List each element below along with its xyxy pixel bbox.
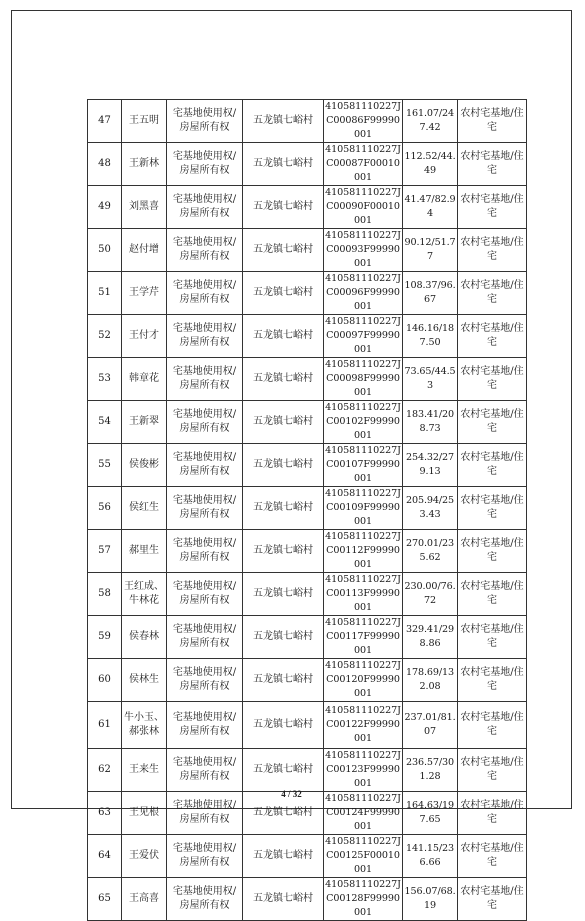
row-number-cell: 52: [88, 315, 122, 358]
location-cell: 五龙镇七峪村: [243, 573, 324, 616]
row-number-cell: 59: [88, 616, 122, 659]
row-number-cell: 53: [88, 358, 122, 401]
table-row: [88, 659, 527, 702]
area-cell: 254.32/279.13: [403, 444, 458, 487]
row-number-cell: 57: [88, 530, 122, 573]
right-type-cell: 宅基地使用权/房屋所有权: [167, 358, 243, 401]
certificate-code-cell: 410581110227JC00097F99990001: [324, 315, 403, 358]
table-row: [88, 749, 527, 792]
land-use-cell: 农村宅基地/住宅: [458, 315, 527, 358]
land-use-cell: 农村宅基地/住宅: [458, 100, 527, 143]
area-cell: 183.41/208.73: [403, 401, 458, 444]
row-number-cell: 61: [88, 702, 122, 749]
row-number-cell: 55: [88, 444, 122, 487]
row-number-cell: 62: [88, 749, 122, 792]
owner-name-cell: 王五明: [122, 100, 167, 143]
location-cell: 五龙镇七峪村: [243, 878, 324, 921]
owner-name-cell: 王新林: [122, 143, 167, 186]
right-type-cell: 宅基地使用权/房屋所有权: [167, 878, 243, 921]
table-row: [88, 401, 527, 444]
land-use-cell: 农村宅基地/住宅: [458, 358, 527, 401]
right-type-cell: 宅基地使用权/房屋所有权: [167, 792, 243, 835]
right-type-cell: 宅基地使用权/房屋所有权: [167, 272, 243, 315]
right-type-cell: 宅基地使用权/房屋所有权: [167, 401, 243, 444]
table-row: [88, 315, 527, 358]
area-cell: 41.47/82.94: [403, 186, 458, 229]
owner-name-cell: 王红成、牛林花: [122, 573, 167, 616]
table-row: [88, 487, 527, 530]
right-type-cell: 宅基地使用权/房屋所有权: [167, 702, 243, 749]
land-use-cell: 农村宅基地/住宅: [458, 616, 527, 659]
owner-name-cell: 王高喜: [122, 878, 167, 921]
area-cell: 164.63/197.65: [403, 792, 458, 835]
certificate-code-cell: 410581110227JC00112F99990001: [324, 530, 403, 573]
location-cell: 五龙镇七峪村: [243, 401, 324, 444]
right-type-cell: 宅基地使用权/房屋所有权: [167, 143, 243, 186]
table-row: [88, 229, 527, 272]
table-row: [88, 573, 527, 616]
right-type-cell: 宅基地使用权/房屋所有权: [167, 835, 243, 878]
owner-name-cell: 王爱伏: [122, 835, 167, 878]
right-type-cell: 宅基地使用权/房屋所有权: [167, 487, 243, 530]
row-number-cell: 65: [88, 878, 122, 921]
owner-name-cell: 刘黑喜: [122, 186, 167, 229]
land-use-cell: 农村宅基地/住宅: [458, 229, 527, 272]
location-cell: 五龙镇七峪村: [243, 358, 324, 401]
area-cell: 236.57/301.28: [403, 749, 458, 792]
land-use-cell: 农村宅基地/住宅: [458, 401, 527, 444]
row-number-cell: 49: [88, 186, 122, 229]
right-type-cell: 宅基地使用权/房屋所有权: [167, 315, 243, 358]
owner-name-cell: 侯春林: [122, 616, 167, 659]
land-use-cell: 农村宅基地/住宅: [458, 835, 527, 878]
owner-name-cell: 王见根: [122, 792, 167, 835]
location-cell: 五龙镇七峪村: [243, 229, 324, 272]
right-type-cell: 宅基地使用权/房屋所有权: [167, 229, 243, 272]
table-row: [88, 358, 527, 401]
location-cell: 五龙镇七峪村: [243, 616, 324, 659]
page-number: 4 / 32: [281, 789, 302, 799]
owner-name-cell: 郝里生: [122, 530, 167, 573]
location-cell: 五龙镇七峪村: [243, 792, 324, 835]
owner-name-cell: 王新翠: [122, 401, 167, 444]
right-type-cell: 宅基地使用权/房屋所有权: [167, 186, 243, 229]
document-page: [11, 10, 572, 918]
right-type-cell: 宅基地使用权/房屋所有权: [167, 749, 243, 792]
table-row: [88, 702, 527, 749]
land-use-cell: 农村宅基地/住宅: [458, 749, 527, 792]
land-use-cell: 农村宅基地/住宅: [458, 792, 527, 835]
row-number-cell: 50: [88, 229, 122, 272]
certificate-code-cell: 410581110227JC00109F99990001: [324, 487, 403, 530]
area-cell: 141.15/236.66: [403, 835, 458, 878]
certificate-code-cell: 410581110227JC00120F99990001: [324, 659, 403, 702]
location-cell: 五龙镇七峪村: [243, 702, 324, 749]
location-cell: 五龙镇七峪村: [243, 487, 324, 530]
right-type-cell: 宅基地使用权/房屋所有权: [167, 444, 243, 487]
right-type-cell: 宅基地使用权/房屋所有权: [167, 659, 243, 702]
row-number-cell: 56: [88, 487, 122, 530]
table-row: [88, 444, 527, 487]
owner-name-cell: 王付才: [122, 315, 167, 358]
location-cell: 五龙镇七峪村: [243, 444, 324, 487]
land-use-cell: 农村宅基地/住宅: [458, 444, 527, 487]
area-cell: 112.52/44.49: [403, 143, 458, 186]
certificate-code-cell: 410581110227JC00107F99990001: [324, 444, 403, 487]
right-type-cell: 宅基地使用权/房屋所有权: [167, 573, 243, 616]
right-type-cell: 宅基地使用权/房屋所有权: [167, 100, 243, 143]
owner-name-cell: 侯俊彬: [122, 444, 167, 487]
land-use-cell: 农村宅基地/住宅: [458, 143, 527, 186]
land-use-cell: 农村宅基地/住宅: [458, 272, 527, 315]
owner-name-cell: 赵付增: [122, 229, 167, 272]
area-cell: 230.00/76.72: [403, 573, 458, 616]
certificate-code-cell: 410581110227JC00125F00010001: [324, 835, 403, 878]
certificate-code-cell: 410581110227JC00117F99990001: [324, 616, 403, 659]
certificate-code-cell: 410581110227JC00123F99990001: [324, 749, 403, 792]
certificate-code-cell: 410581110227JC00086F99990001: [324, 100, 403, 143]
owner-name-cell: 韩章花: [122, 358, 167, 401]
table-row: [88, 616, 527, 659]
certificate-code-cell: 410581110227JC00096F99990001: [324, 272, 403, 315]
land-use-cell: 农村宅基地/住宅: [458, 702, 527, 749]
land-use-cell: 农村宅基地/住宅: [458, 487, 527, 530]
certificate-code-cell: 410581110227JC00113F99990001: [324, 573, 403, 616]
certificate-code-cell: 410581110227JC00087F00010001: [324, 143, 403, 186]
right-type-cell: 宅基地使用权/房屋所有权: [167, 530, 243, 573]
owner-name-cell: 侯红生: [122, 487, 167, 530]
certificate-code-cell: 410581110227JC00102F99990001: [324, 401, 403, 444]
area-cell: 156.07/68.19: [403, 878, 458, 921]
location-cell: 五龙镇七峪村: [243, 530, 324, 573]
land-use-cell: 农村宅基地/住宅: [458, 530, 527, 573]
owner-name-cell: 侯林生: [122, 659, 167, 702]
land-use-cell: 农村宅基地/住宅: [458, 878, 527, 921]
table-row: [88, 186, 527, 229]
land-use-cell: 农村宅基地/住宅: [458, 186, 527, 229]
location-cell: 五龙镇七峪村: [243, 186, 324, 229]
certificate-code-cell: 410581110227JC00124F99990001: [324, 792, 403, 835]
area-cell: 73.65/44.53: [403, 358, 458, 401]
area-cell: 178.69/132.08: [403, 659, 458, 702]
certificate-code-cell: 410581110227JC00128F99990001: [324, 878, 403, 921]
row-number-cell: 54: [88, 401, 122, 444]
area-cell: 329.41/298.86: [403, 616, 458, 659]
certificate-code-cell: 410581110227JC00098F99990001: [324, 358, 403, 401]
location-cell: 五龙镇七峪村: [243, 315, 324, 358]
table-row: [88, 835, 527, 878]
land-use-cell: 农村宅基地/住宅: [458, 573, 527, 616]
certificate-code-cell: 410581110227JC00090F00010001: [324, 186, 403, 229]
area-cell: 205.94/253.43: [403, 487, 458, 530]
area-cell: 237.01/81.07: [403, 702, 458, 749]
table-row: [88, 143, 527, 186]
certificate-code-cell: 410581110227JC00122F99990001: [324, 702, 403, 749]
location-cell: 五龙镇七峪村: [243, 272, 324, 315]
row-number-cell: 51: [88, 272, 122, 315]
owner-name-cell: 王学芹: [122, 272, 167, 315]
row-number-cell: 63: [88, 792, 122, 835]
location-cell: 五龙镇七峪村: [243, 749, 324, 792]
land-use-cell: 农村宅基地/住宅: [458, 659, 527, 702]
location-cell: 五龙镇七峪村: [243, 143, 324, 186]
row-number-cell: 48: [88, 143, 122, 186]
location-cell: 五龙镇七峪村: [243, 100, 324, 143]
area-cell: 146.16/187.50: [403, 315, 458, 358]
table-row: [88, 878, 527, 921]
row-number-cell: 64: [88, 835, 122, 878]
area-cell: 161.07/247.42: [403, 100, 458, 143]
table-row: [88, 100, 527, 143]
certificate-code-cell: 410581110227JC00093F99990001: [324, 229, 403, 272]
owner-name-cell: 王来生: [122, 749, 167, 792]
owner-name-cell: 牛小玉、郝张林: [122, 702, 167, 749]
location-cell: 五龙镇七峪村: [243, 835, 324, 878]
area-cell: 108.37/96.67: [403, 272, 458, 315]
row-number-cell: 58: [88, 573, 122, 616]
area-cell: 90.12/51.77: [403, 229, 458, 272]
right-type-cell: 宅基地使用权/房屋所有权: [167, 616, 243, 659]
row-number-cell: 60: [88, 659, 122, 702]
area-cell: 270.01/235.62: [403, 530, 458, 573]
location-cell: 五龙镇七峪村: [243, 659, 324, 702]
table-row: [88, 530, 527, 573]
table-row: [88, 272, 527, 315]
row-number-cell: 47: [88, 100, 122, 143]
